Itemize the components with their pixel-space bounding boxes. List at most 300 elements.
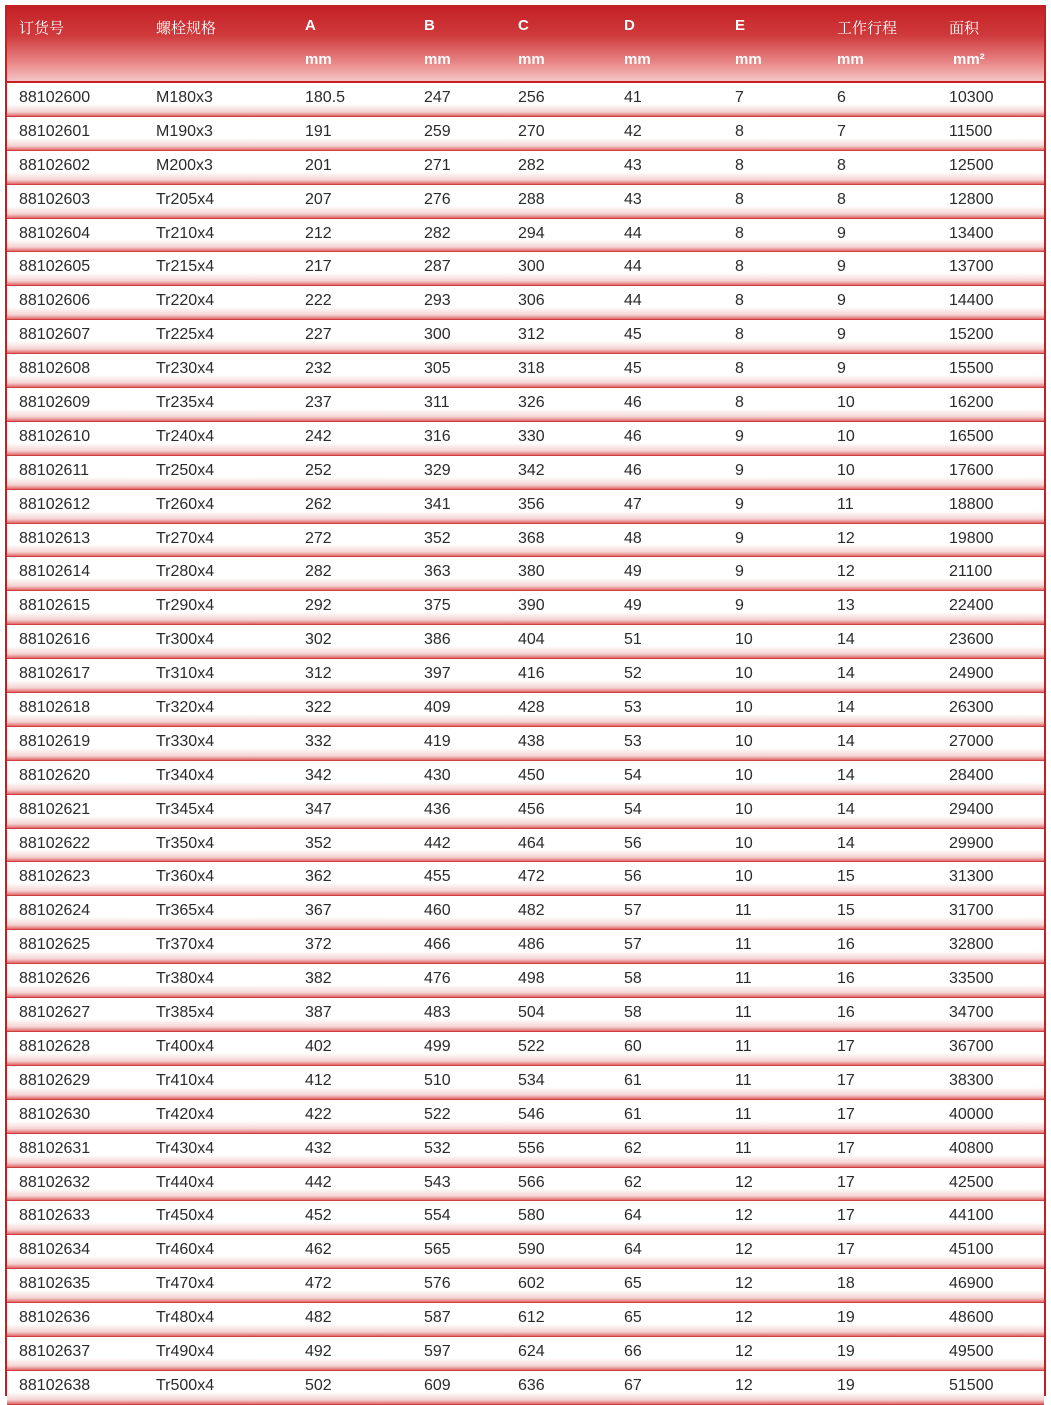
cell-d: 58 — [624, 970, 642, 988]
cell-e: 12 — [735, 1241, 753, 1259]
cell-bolt-spec: Tr210x4 — [156, 224, 215, 242]
cell-a: 442 — [305, 1173, 332, 1191]
cell-bolt-spec: Tr225x4 — [156, 326, 215, 344]
cell-area: 16500 — [949, 427, 994, 445]
cell-b: 510 — [424, 1071, 451, 1089]
cell-a: 237 — [305, 394, 332, 412]
cell-e: 9 — [735, 563, 744, 581]
cell-bolt-spec: M190x3 — [156, 122, 213, 140]
cell-c: 438 — [518, 732, 545, 750]
cell-e: 11 — [735, 1139, 752, 1157]
cell-order-number: 88102637 — [19, 1342, 91, 1360]
cell-working-stroke: 16 — [837, 936, 855, 954]
cell-area: 28400 — [949, 766, 994, 784]
cell-area: 21100 — [949, 563, 993, 581]
cell-d: 44 — [624, 292, 642, 310]
cell-b: 476 — [424, 970, 451, 988]
cell-e: 8 — [735, 224, 744, 242]
cell-b: 259 — [424, 122, 451, 140]
cell-working-stroke: 8 — [837, 190, 846, 208]
cell-working-stroke: 9 — [837, 292, 846, 310]
cell-a: 212 — [305, 224, 332, 242]
table-row — [7, 286, 1044, 320]
cell-area: 34700 — [949, 1004, 994, 1022]
cell-order-number: 88102614 — [19, 563, 91, 581]
cell-b: 436 — [424, 800, 451, 818]
cell-area: 33500 — [949, 970, 994, 988]
cell-working-stroke: 15 — [837, 902, 855, 920]
header-b: B — [424, 17, 435, 34]
cell-d: 65 — [624, 1275, 642, 1293]
cell-d: 48 — [624, 529, 642, 547]
cell-b: 311 — [424, 394, 450, 412]
cell-b: 397 — [424, 665, 451, 683]
table-row — [7, 1032, 1044, 1066]
cell-b: 460 — [424, 902, 451, 920]
cell-order-number: 88102617 — [19, 665, 91, 683]
cell-bolt-spec: Tr340x4 — [156, 766, 215, 784]
cell-working-stroke: 9 — [837, 258, 846, 276]
cell-working-stroke: 14 — [837, 665, 855, 683]
cell-c: 380 — [518, 563, 545, 581]
cell-c: 416 — [518, 665, 545, 683]
cell-b: 554 — [424, 1207, 451, 1225]
cell-a: 282 — [305, 563, 332, 581]
unit-c: mm — [518, 51, 545, 68]
cell-b: 271 — [424, 156, 451, 174]
cell-order-number: 88102626 — [19, 970, 91, 988]
cell-d: 61 — [624, 1105, 642, 1123]
cell-e: 10 — [735, 732, 753, 750]
cell-working-stroke: 13 — [837, 597, 855, 615]
table-row — [7, 1134, 1044, 1168]
table-row — [7, 896, 1044, 930]
cell-order-number: 88102638 — [19, 1376, 91, 1394]
cell-a: 332 — [305, 732, 332, 750]
cell-a: 367 — [305, 902, 332, 920]
cell-bolt-spec: Tr235x4 — [156, 394, 215, 412]
cell-working-stroke: 16 — [837, 970, 855, 988]
cell-b: 352 — [424, 529, 451, 547]
cell-working-stroke: 10 — [837, 394, 855, 412]
cell-bolt-spec: Tr370x4 — [156, 936, 215, 954]
cell-a: 482 — [305, 1309, 332, 1327]
cell-working-stroke: 14 — [837, 766, 855, 784]
cell-a: 347 — [305, 800, 332, 818]
cell-working-stroke: 10 — [837, 461, 855, 479]
cell-bolt-spec: Tr220x4 — [156, 292, 215, 310]
cell-c: 482 — [518, 902, 545, 920]
cell-a: 342 — [305, 766, 332, 784]
cell-working-stroke: 12 — [837, 563, 855, 581]
cell-working-stroke: 14 — [837, 834, 855, 852]
cell-bolt-spec: Tr385x4 — [156, 1004, 215, 1022]
cell-bolt-spec: Tr410x4 — [156, 1071, 215, 1089]
cell-c: 326 — [518, 394, 545, 412]
cell-order-number: 88102635 — [19, 1275, 91, 1293]
cell-e: 12 — [735, 1207, 753, 1225]
cell-c: 556 — [518, 1139, 545, 1157]
cell-order-number: 88102628 — [19, 1037, 91, 1055]
cell-area: 11500 — [949, 122, 993, 140]
table-row — [7, 557, 1044, 591]
cell-e: 8 — [735, 190, 744, 208]
cell-c: 368 — [518, 529, 545, 547]
cell-bolt-spec: Tr215x4 — [156, 258, 215, 276]
cell-area: 15500 — [949, 360, 994, 378]
cell-e: 7 — [735, 89, 744, 106]
cell-b: 247 — [424, 89, 451, 106]
cell-c: 300 — [518, 258, 545, 276]
cell-order-number: 88102619 — [19, 732, 91, 750]
cell-working-stroke: 7 — [837, 122, 846, 140]
cell-area: 32800 — [949, 936, 994, 954]
cell-order-number: 88102609 — [19, 394, 91, 412]
table-row — [7, 151, 1044, 185]
cell-bolt-spec: Tr260x4 — [156, 495, 215, 513]
cell-working-stroke: 9 — [837, 224, 846, 242]
cell-b: 543 — [424, 1173, 451, 1191]
table-row — [7, 625, 1044, 659]
cell-a: 292 — [305, 597, 332, 615]
unit-working-stroke: mm — [837, 51, 864, 68]
cell-a: 492 — [305, 1342, 332, 1360]
cell-d: 44 — [624, 258, 642, 276]
cell-e: 12 — [735, 1309, 753, 1327]
cell-e: 8 — [735, 258, 744, 276]
cell-d: 54 — [624, 800, 642, 818]
cell-order-number: 88102636 — [19, 1309, 91, 1327]
cell-a: 201 — [305, 156, 332, 174]
cell-c: 288 — [518, 190, 545, 208]
header-bolt-spec: 螺栓规格 — [156, 19, 217, 37]
cell-area: 45100 — [949, 1241, 994, 1259]
cell-a: 452 — [305, 1207, 332, 1225]
cell-d: 64 — [624, 1207, 642, 1225]
cell-a: 472 — [305, 1275, 332, 1293]
cell-d: 45 — [624, 360, 642, 378]
table-row — [7, 693, 1044, 727]
cell-a: 180.5 — [305, 89, 346, 106]
cell-area: 29900 — [949, 834, 994, 852]
cell-b: 341 — [424, 495, 451, 513]
cell-e: 11 — [735, 1037, 752, 1055]
cell-order-number: 88102615 — [19, 597, 91, 615]
cell-a: 422 — [305, 1105, 332, 1123]
cell-working-stroke: 19 — [837, 1376, 855, 1394]
cell-e: 12 — [735, 1275, 753, 1293]
cell-bolt-spec: Tr490x4 — [156, 1342, 215, 1360]
cell-c: 580 — [518, 1207, 545, 1225]
cell-bolt-spec: Tr300x4 — [156, 631, 215, 649]
cell-d: 46 — [624, 394, 642, 412]
cell-working-stroke: 14 — [837, 631, 855, 649]
cell-d: 60 — [624, 1037, 642, 1055]
cell-working-stroke: 19 — [837, 1342, 855, 1360]
cell-e: 10 — [735, 868, 753, 886]
cell-bolt-spec: Tr310x4 — [156, 665, 215, 683]
table-row — [7, 1066, 1044, 1100]
cell-c: 546 — [518, 1105, 545, 1123]
cell-c: 342 — [518, 461, 545, 479]
cell-area: 19800 — [949, 529, 994, 547]
unit-a: mm — [305, 51, 332, 68]
table-row — [7, 422, 1044, 456]
cell-working-stroke: 18 — [837, 1275, 855, 1293]
cell-a: 222 — [305, 292, 332, 310]
cell-a: 432 — [305, 1139, 332, 1157]
cell-bolt-spec: Tr500x4 — [156, 1376, 215, 1394]
cell-d: 56 — [624, 868, 642, 886]
cell-b: 316 — [424, 427, 451, 445]
cell-bolt-spec: Tr360x4 — [156, 868, 215, 886]
cell-bolt-spec: Tr250x4 — [156, 461, 215, 479]
cell-e: 8 — [735, 156, 744, 174]
table-row — [7, 83, 1044, 117]
cell-a: 191 — [305, 122, 332, 140]
cell-order-number: 88102625 — [19, 936, 91, 954]
table-row — [7, 829, 1044, 863]
header-e: E — [735, 17, 746, 34]
cell-bolt-spec: Tr400x4 — [156, 1037, 215, 1055]
cell-b: 305 — [424, 360, 451, 378]
cell-e: 9 — [735, 461, 744, 479]
cell-order-number: 88102632 — [19, 1173, 91, 1191]
cell-bolt-spec: Tr280x4 — [156, 563, 215, 581]
cell-b: 276 — [424, 190, 451, 208]
cell-area: 17600 — [949, 461, 994, 479]
cell-a: 362 — [305, 868, 332, 886]
cell-bolt-spec: Tr230x4 — [156, 360, 215, 378]
cell-order-number: 88102616 — [19, 631, 91, 649]
cell-bolt-spec: Tr365x4 — [156, 902, 215, 920]
unit-b: mm — [424, 51, 451, 68]
cell-b: 499 — [424, 1037, 451, 1055]
cell-e: 11 — [735, 902, 752, 920]
cell-c: 522 — [518, 1037, 545, 1055]
table-row — [7, 388, 1044, 422]
cell-bolt-spec: Tr330x4 — [156, 732, 215, 750]
header-d: D — [624, 17, 635, 34]
cell-area: 29400 — [949, 800, 994, 818]
cell-a: 302 — [305, 631, 332, 649]
cell-e: 9 — [735, 495, 744, 513]
cell-working-stroke: 17 — [837, 1207, 855, 1225]
cell-c: 404 — [518, 631, 545, 649]
table-row — [7, 1371, 1044, 1405]
cell-d: 52 — [624, 665, 642, 683]
cell-order-number: 88102621 — [19, 800, 91, 818]
table-row — [7, 1100, 1044, 1134]
table-row — [7, 117, 1044, 151]
cell-bolt-spec: Tr350x4 — [156, 834, 215, 852]
cell-d: 47 — [624, 495, 642, 513]
table-row — [7, 524, 1044, 558]
table-row — [7, 591, 1044, 625]
cell-order-number: 88102608 — [19, 360, 91, 378]
cell-working-stroke: 12 — [837, 529, 855, 547]
cell-area: 46900 — [949, 1275, 994, 1293]
cell-e: 9 — [735, 597, 744, 615]
cell-d: 54 — [624, 766, 642, 784]
cell-a: 502 — [305, 1376, 332, 1394]
cell-e: 10 — [735, 631, 753, 649]
cell-a: 242 — [305, 427, 332, 445]
cell-d: 49 — [624, 563, 642, 581]
cell-c: 504 — [518, 1004, 545, 1022]
cell-d: 62 — [624, 1139, 642, 1157]
table-row — [7, 930, 1044, 964]
cell-b: 293 — [424, 292, 451, 310]
cell-area: 27000 — [949, 732, 994, 750]
cell-d: 53 — [624, 699, 642, 717]
cell-b: 587 — [424, 1309, 451, 1327]
cell-order-number: 88102602 — [19, 156, 91, 174]
cell-order-number: 88102605 — [19, 258, 91, 276]
table-row — [7, 964, 1044, 998]
cell-a: 372 — [305, 936, 332, 954]
cell-bolt-spec: Tr380x4 — [156, 970, 215, 988]
cell-a: 322 — [305, 699, 332, 717]
cell-b: 386 — [424, 631, 451, 649]
cell-bolt-spec: Tr440x4 — [156, 1173, 215, 1191]
cell-area: 40000 — [949, 1105, 994, 1123]
cell-a: 312 — [305, 665, 332, 683]
cell-a: 232 — [305, 360, 332, 378]
cell-order-number: 88102623 — [19, 868, 91, 886]
cell-c: 534 — [518, 1071, 545, 1089]
table-body — [7, 83, 1044, 1405]
cell-a: 387 — [305, 1004, 332, 1022]
table-row — [7, 761, 1044, 795]
cell-order-number: 88102607 — [19, 326, 91, 344]
cell-working-stroke: 14 — [837, 699, 855, 717]
cell-area: 36700 — [949, 1037, 994, 1055]
cell-c: 464 — [518, 834, 545, 852]
table-row — [7, 998, 1044, 1032]
cell-working-stroke: 17 — [837, 1139, 855, 1157]
cell-a: 262 — [305, 495, 332, 513]
table-row — [7, 490, 1044, 524]
cell-e: 8 — [735, 394, 744, 412]
cell-bolt-spec: Tr270x4 — [156, 529, 215, 547]
cell-order-number: 88102622 — [19, 834, 91, 852]
cell-bolt-spec: Tr430x4 — [156, 1139, 215, 1157]
cell-b: 466 — [424, 936, 451, 954]
cell-d: 57 — [624, 936, 642, 954]
cell-order-number: 88102634 — [19, 1241, 91, 1259]
cell-d: 43 — [624, 156, 642, 174]
cell-b: 300 — [424, 326, 451, 344]
cell-a: 227 — [305, 326, 332, 344]
cell-a: 462 — [305, 1241, 332, 1259]
cell-e: 9 — [735, 427, 744, 445]
cell-a: 252 — [305, 461, 332, 479]
cell-working-stroke: 19 — [837, 1309, 855, 1327]
cell-working-stroke: 17 — [837, 1037, 855, 1055]
cell-area: 40800 — [949, 1139, 994, 1157]
cell-e: 11 — [735, 1004, 752, 1022]
cell-c: 270 — [518, 122, 545, 140]
cell-order-number: 88102600 — [19, 89, 91, 106]
cell-d: 45 — [624, 326, 642, 344]
cell-e: 8 — [735, 292, 744, 310]
cell-order-number: 88102606 — [19, 292, 91, 310]
cell-e: 12 — [735, 1173, 753, 1191]
cell-e: 10 — [735, 766, 753, 784]
cell-c: 636 — [518, 1376, 545, 1394]
cell-area: 31700 — [949, 902, 994, 920]
cell-b: 363 — [424, 563, 451, 581]
cell-e: 12 — [735, 1342, 753, 1360]
cell-c: 356 — [518, 495, 545, 513]
cell-bolt-spec: M200x3 — [156, 156, 213, 174]
cell-bolt-spec: Tr345x4 — [156, 800, 215, 818]
cell-area: 16200 — [949, 394, 994, 412]
cell-order-number: 88102601 — [19, 122, 91, 140]
cell-e: 8 — [735, 122, 744, 140]
cell-e: 10 — [735, 665, 753, 683]
cell-d: 42 — [624, 122, 642, 140]
table-row — [7, 354, 1044, 388]
cell-d: 41 — [624, 89, 642, 106]
cell-order-number: 88102633 — [19, 1207, 91, 1225]
unit-area: mm² — [953, 51, 985, 68]
unit-d: mm — [624, 51, 651, 68]
cell-working-stroke: 17 — [837, 1241, 855, 1259]
cell-area: 48600 — [949, 1309, 994, 1327]
cell-a: 217 — [305, 258, 332, 276]
cell-e: 11 — [735, 936, 752, 954]
cell-area: 42500 — [949, 1173, 994, 1191]
cell-working-stroke: 10 — [837, 427, 855, 445]
cell-area: 38300 — [949, 1071, 994, 1089]
cell-d: 67 — [624, 1376, 642, 1394]
cell-b: 329 — [424, 461, 451, 479]
cell-d: 65 — [624, 1309, 642, 1327]
cell-d: 49 — [624, 597, 642, 615]
cell-order-number: 88102612 — [19, 495, 91, 513]
cell-working-stroke: 17 — [837, 1173, 855, 1191]
cell-a: 382 — [305, 970, 332, 988]
cell-area: 26300 — [949, 699, 994, 717]
header-a: A — [305, 17, 316, 34]
cell-e: 12 — [735, 1376, 753, 1394]
cell-area: 18800 — [949, 495, 994, 513]
cell-order-number: 88102620 — [19, 766, 91, 784]
cell-d: 62 — [624, 1173, 642, 1191]
table-header — [7, 5, 1044, 83]
cell-c: 498 — [518, 970, 545, 988]
table-row — [7, 1269, 1044, 1303]
cell-area: 22400 — [949, 597, 994, 615]
cell-c: 612 — [518, 1309, 545, 1327]
cell-b: 522 — [424, 1105, 451, 1123]
cell-a: 272 — [305, 529, 332, 547]
table-row — [7, 795, 1044, 829]
cell-c: 486 — [518, 936, 545, 954]
cell-working-stroke: 6 — [837, 89, 846, 106]
cell-b: 442 — [424, 834, 451, 852]
cell-area: 12500 — [949, 156, 994, 174]
cell-d: 53 — [624, 732, 642, 750]
cell-b: 375 — [424, 597, 451, 615]
table-row — [7, 1235, 1044, 1269]
cell-a: 352 — [305, 834, 332, 852]
cell-a: 412 — [305, 1071, 332, 1089]
cell-d: 58 — [624, 1004, 642, 1022]
cell-b: 455 — [424, 868, 451, 886]
